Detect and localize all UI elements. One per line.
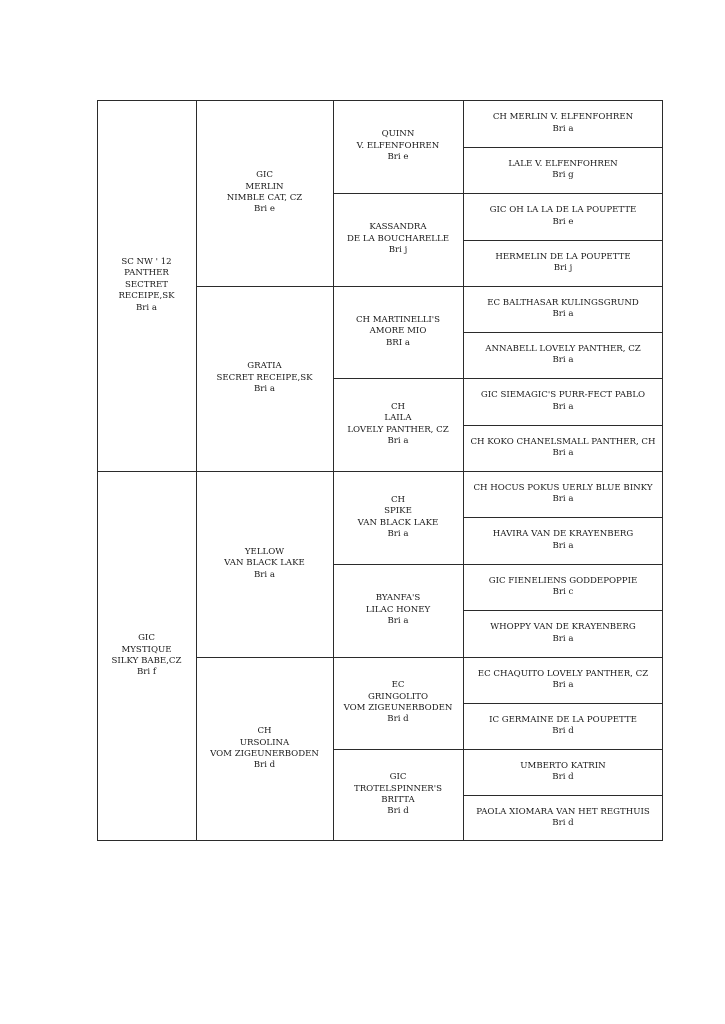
row-divider [463,425,663,426]
row-divider [463,147,663,148]
generation4-cell: HERMELIN DE LA POUPETTE Bri j [495,251,631,273]
row-divider [333,564,663,565]
generation2-cell: GIC MERLIN NIMBLE CAT, CZ Bri e [226,170,303,215]
generation3-cell: GIC TROTELSPINNER'S BRITTA Bri d [353,772,443,817]
generation4-cell: GIC OH LA LA DE LA POUPETTE Bri e [489,205,637,227]
pedigree-table [97,100,663,841]
generation3-cell: CH MARTINELLI'S AMORE MIO BRI a [355,314,441,348]
generation4-cell: LALE V. ELFENFOHREN Bri g [508,158,618,180]
generation4-cell: UMBERTO KATRIN Bri d [520,760,606,782]
row-divider [463,703,663,704]
row-divider [463,517,663,518]
row-divider [97,471,663,472]
generation4-cell: CH KOKO CHANELSMALL PANTHER, CH Bri a [470,436,656,458]
generation4-cell: GIC SIEMAGIC'S PURR-FECT PABLO Bri a [480,390,646,412]
generation3-cell: BYANFA'S LILAC HONEY Bri a [365,593,431,627]
generation1-cell: SC NW ' 12 PANTHER SECTRET RECEIPE,SK Bri a [118,256,175,313]
generation3-cell: KASSANDRA DE LA BOUCHARELLE Bri j [346,222,449,256]
generation2-cell: GRATIA SECRET RECEIPE,SK Bri a [216,361,313,395]
row-divider [463,240,663,241]
row-divider [333,749,663,750]
table-border-top [97,100,663,101]
generation4-cell: PAOLA XIOMARA VAN HET REGTHUIS Bri d [476,806,650,828]
generation3-cell: QUINN V. ELFENFOHREN Bri e [356,129,440,163]
generation4-cell: GIC FIENELIENS GODDEPOPPIE Bri c [488,575,638,597]
generation4-cell: EC CHAQUITO LOVELY PANTHER, CZ Bri a [477,668,649,690]
table-border-bottom [97,840,663,841]
row-divider [196,657,663,658]
generation2-cell: CH URSOLINA VOM ZIGEUNERBODEN Bri d [210,726,319,771]
generation4-cell: EC BALTHASAR KULINGSGRUND Bri a [487,297,639,319]
row-divider [333,378,663,379]
generation4-cell: CH MERLIN V. ELFENFOHREN Bri a [492,112,634,134]
generation3-cell: CH SPIKE VAN BLACK LAKE Bri a [357,494,439,539]
generation4-cell: CH HOCUS POKUS UERLY BLUE BINKY Bri a [473,482,653,504]
generation4-cell: IC GERMAINE DE LA POUPETTE Bri d [489,714,637,736]
row-divider [333,193,663,194]
generation4-cell: WHOPPY VAN DE KRAYENBERG Bri a [490,622,636,644]
generation3-cell: CH LAILA LOVELY PANTHER, CZ Bri a [347,401,449,446]
generation2-cell: YELLOW VAN BLACK LAKE Bri a [224,546,305,580]
row-divider [463,332,663,333]
row-divider [196,286,663,287]
row-divider [463,610,663,611]
generation4-cell: ANNABELL LOVELY PANTHER, CZ Bri a [485,343,641,365]
generation4-cell: HAVIRA VAN DE KRAYENBERG Bri a [492,529,634,551]
generation3-cell: EC GRINGOLITO VOM ZIGEUNERBODEN Bri d [343,680,453,725]
row-divider [463,795,663,796]
generation1-cell: GIC MYSTIQUE SILKY BABE,CZ Bri f [111,633,182,678]
